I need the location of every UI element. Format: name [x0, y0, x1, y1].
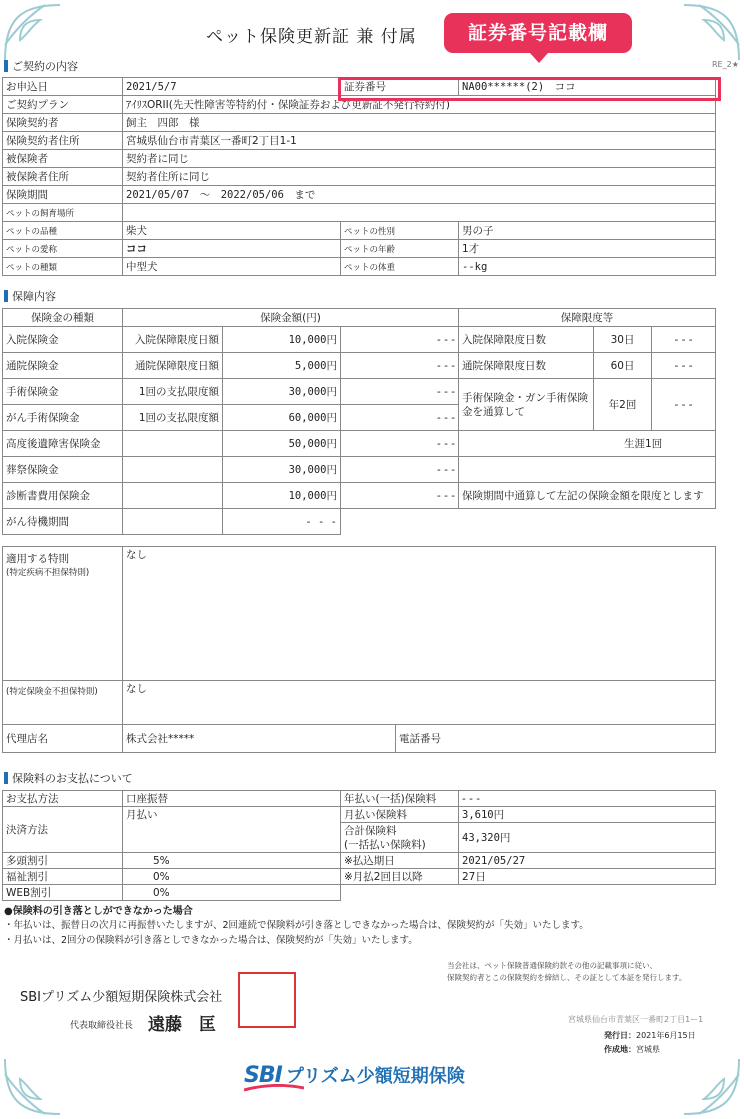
label-plan: ご契約プラン: [3, 96, 123, 114]
value-pet-age: 1才: [459, 240, 716, 258]
payment-section-title: 保険料のお支払について: [4, 770, 133, 786]
coverage-other: - - -: [341, 457, 459, 483]
coverage-type: 診断書費用保険金: [3, 483, 123, 509]
note-annual: ・年払いは、振替日の次月に再振替いたしますが、2回連続で保険料が引き落としできなかった場合は、保険契約が「失効」いたします。: [4, 920, 589, 931]
coverage-other: [341, 509, 459, 535]
limit-other: - - -: [652, 327, 716, 353]
value-pet-breed: 柴犬: [123, 222, 341, 240]
value-multi-discount: 5%: [123, 853, 341, 869]
coverage-other: - - -: [341, 431, 459, 457]
label-monthly-2nd: ※月払2回目以降: [341, 869, 459, 885]
label-insured-address: 被保険者住所: [3, 168, 123, 186]
limit-label: 入院保障限度日数: [459, 327, 594, 353]
coverage-amount: 60,000円: [223, 405, 341, 431]
coverage-condition: [123, 509, 223, 535]
representative-title: 代表取締役社長: [70, 1021, 134, 1031]
period-note: 保険期間中通算して左記の保険金額を限度とします: [459, 483, 716, 509]
header-limits: 保障限度等: [459, 309, 716, 327]
label-policyholder: 保険契約者: [3, 114, 123, 132]
coverage-type: がん手術保険金: [3, 405, 123, 431]
value-due-date: 2021/05/27: [459, 853, 716, 869]
label-pet-location: ペットの飼育場所: [3, 204, 123, 222]
policy-number-callout: 証券番号記載欄: [444, 13, 632, 53]
ornament-bottom-left: [0, 1029, 90, 1119]
value-pet-weight: --kg: [459, 258, 716, 276]
special-provision-value-2: なし: [123, 681, 716, 725]
label-monthly-premium: 月払い保険料: [341, 807, 459, 823]
label-welfare-discount: 福祉割引: [3, 869, 123, 885]
value-pet-sex: 男の子: [459, 222, 716, 240]
value-monthly-premium: 3,610円: [459, 807, 716, 823]
limit-other: - - -: [652, 353, 716, 379]
special-provisions-table: [2, 546, 716, 753]
brand-sbi: SBI: [244, 1062, 282, 1088]
value-monthly-2nd: 27日: [459, 869, 716, 885]
limit-label: 通院保障限度日数: [459, 353, 594, 379]
coverage-amount: 5,000円: [223, 353, 341, 379]
coverage-type: 入院保険金: [3, 327, 123, 353]
issuer-address: 宮城県仙台市青葉区一番町2丁目1ー1: [568, 1015, 704, 1024]
value-insured: 契約者に同じ: [123, 150, 716, 168]
coverage-condition: [123, 483, 223, 509]
coverage-type: 手術保険金: [3, 379, 123, 405]
statement-line-1: 当会社は、ペット保険普通保険約款その他の記載事項に従い、: [447, 961, 657, 970]
contract-table: [2, 77, 716, 276]
coverage-type: 通院保険金: [3, 353, 123, 379]
issue-date: 発行日：2021年6月15日: [604, 1031, 696, 1040]
label-pet-name: ペットの愛称: [3, 240, 123, 258]
value-application-date: 2021/5/7: [123, 78, 341, 96]
value-policy-number: NA00******(2) ココ: [459, 78, 716, 96]
coverage-type: 高度後遺障害保険金: [3, 431, 123, 457]
coverage-condition: 通院保障限度日額: [123, 353, 223, 379]
value-pet-type: 中型犬: [123, 258, 341, 276]
coverage-other: - - -: [341, 379, 459, 405]
representative-signature: 遠藤 匡: [148, 1015, 216, 1035]
value-agent: 株式会社*****: [123, 725, 396, 753]
coverage-condition: 1回の支払限度額: [123, 405, 223, 431]
value-welfare-discount: 0%: [123, 869, 341, 885]
brand-name: プリズム少額短期保険: [285, 1066, 465, 1087]
coverage-amount: 10,000円: [223, 483, 341, 509]
creation-place: 作成地：宮城県: [604, 1045, 660, 1054]
limit-value: 60日: [594, 353, 652, 379]
value-payment-method: 口座振替: [123, 791, 341, 807]
section-marker: [4, 60, 8, 72]
special-provision-label-2: (特定保険金不担保特則): [3, 681, 123, 725]
label-pet-breed: ペットの品種: [3, 222, 123, 240]
surgery-limit-other: - - -: [652, 379, 716, 431]
coverage-other: - - -: [341, 353, 459, 379]
coverage-other: - - -: [341, 327, 459, 353]
coverage-amount: - - -: [223, 509, 341, 535]
surgery-limit-label: 手術保険金・ガン手術保険金を通算して: [459, 379, 594, 431]
label-pet-type: ペットの種類: [3, 258, 123, 276]
label-pet-sex: ペットの性別: [341, 222, 459, 240]
coverage-other: - - -: [341, 483, 459, 509]
note-monthly: ・月払いは、2回分の保険料が引き落としできなかった場合は、保険契約が「失効」いたします。: [4, 935, 418, 946]
label-agent: 代理店名: [3, 725, 123, 753]
value-policyholder: 飼主 四郎 様: [123, 114, 716, 132]
value-settlement: 月払い: [123, 807, 341, 853]
company-name: SBIプリズム少額短期保険株式会社: [20, 990, 223, 1005]
label-phone: 電話番号: [396, 725, 716, 753]
value-policyholder-address: 宮城県仙台市青葉区一番町2丁目1-1: [123, 132, 716, 150]
coverage-type: がん待機期間: [3, 509, 123, 535]
label-settlement: 決済方法: [3, 807, 123, 853]
document-code: RE_2★: [712, 60, 739, 69]
value-insurance-period: 2021/05/07 ～ 2022/05/06 まで: [123, 186, 716, 204]
value-total-premium: 43,320円: [459, 823, 716, 853]
header-amount: 保険金額(円): [123, 309, 459, 327]
label-pet-age: ペットの年齢: [341, 240, 459, 258]
label-payment-method: お支払方法: [3, 791, 123, 807]
section-marker: [4, 772, 8, 784]
notes-title: ●保険料の引き落としができなかった場合: [4, 906, 193, 917]
label-due-date: ※払込期日: [341, 853, 459, 869]
company-seal: [238, 972, 296, 1028]
policy-number-highlight: [338, 77, 721, 101]
coverage-amount: 10,000円: [223, 327, 341, 353]
value-plan: ｱｲﾘｽORII(先天性障害等特約付・保険証券および更新証不発行特約付): [123, 96, 716, 114]
limit-empty: [459, 457, 716, 483]
value-insured-address: 契約者住所に同じ: [123, 168, 716, 186]
label-application-date: お申込日: [3, 78, 123, 96]
payment-empty: [341, 885, 459, 901]
label-pet-weight: ペットの体重: [341, 258, 459, 276]
special-provision-label: 適用する特則 (特定疾病不担保特則): [3, 547, 123, 681]
special-provision-value-1: なし: [123, 547, 716, 681]
value-pet-name: ココ: [123, 240, 341, 258]
lifetime-limit: 生涯1回: [459, 431, 716, 457]
statement-line-2: 保険契約者とこの保険契約を締結し、その証として本証を発行します。: [447, 973, 687, 982]
coverage-condition: [123, 457, 223, 483]
brand-swoosh: [244, 1084, 304, 1092]
value-annual-premium: - - -: [459, 791, 716, 807]
coverage-condition: 入院保障限度日額: [123, 327, 223, 353]
value-pet-location: [123, 204, 716, 222]
payment-table: [2, 790, 716, 901]
ornament-bottom-right: [654, 1029, 744, 1119]
section-marker: [4, 290, 8, 302]
label-policy-number: 証券番号: [341, 78, 459, 96]
surgery-limit-value: 年2回: [594, 379, 652, 431]
contract-section-title: ご契約の内容: [4, 58, 78, 74]
label-insurance-period: 保険期間: [3, 186, 123, 204]
header-coverage-type: 保険金の種類: [3, 309, 123, 327]
coverage-section-title: 保障内容: [4, 288, 56, 304]
coverage-amount: 50,000円: [223, 431, 341, 457]
label-web-discount: WEB割引: [3, 885, 123, 901]
limit-value: 30日: [594, 327, 652, 353]
label-annual-premium: 年払い(一括)保険料: [341, 791, 459, 807]
coverage-type: 葬祭保険金: [3, 457, 123, 483]
coverage-other: - - -: [341, 405, 459, 431]
coverage-amount: 30,000円: [223, 457, 341, 483]
coverage-condition: [123, 431, 223, 457]
coverage-table: [2, 308, 716, 535]
label-insured: 被保険者: [3, 150, 123, 168]
document-title: ペット保険更新証 兼 付属: [206, 27, 417, 47]
coverage-amount: 30,000円: [223, 379, 341, 405]
label-multi-discount: 多頭割引: [3, 853, 123, 869]
limit-empty: [459, 509, 716, 535]
label-total-premium: 合計保険料 (一括払い保険料): [341, 823, 459, 853]
label-policyholder-address: 保険契約者住所: [3, 132, 123, 150]
value-web-discount: 0%: [123, 885, 341, 901]
coverage-condition: 1回の支払限度額: [123, 379, 223, 405]
payment-empty: [459, 885, 716, 901]
